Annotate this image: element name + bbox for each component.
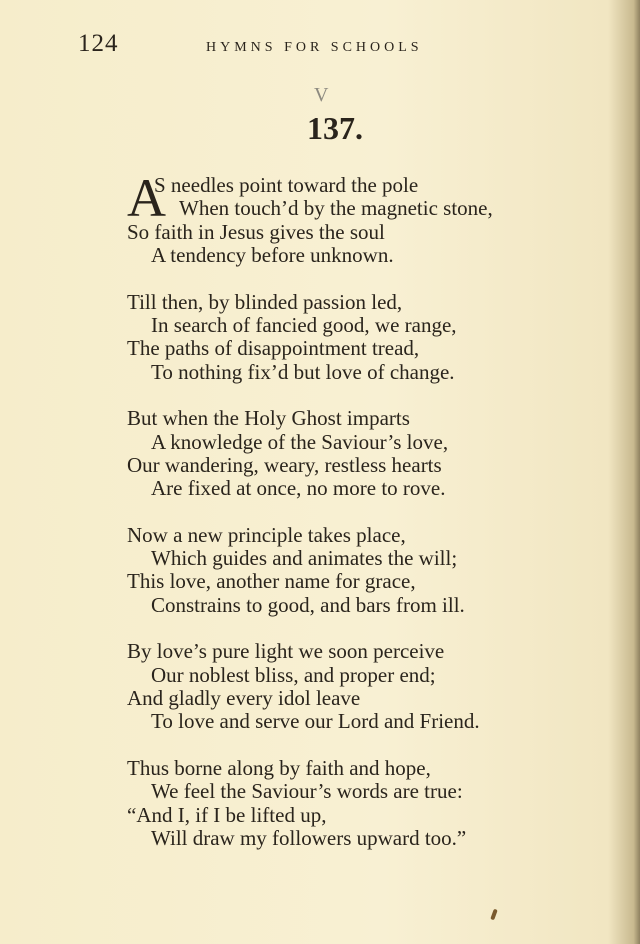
verse-line: And gladly every idol leave: [127, 686, 361, 711]
stanza-6: [127, 757, 607, 851]
verse-line: In search of fancied good, we range,: [151, 312, 457, 337]
pencil-mark: V: [314, 84, 329, 106]
verse-line: This love, another name for grace,: [127, 569, 416, 594]
running-head: HYMNS FOR SCHOOLS: [206, 40, 423, 55]
verse-line: Till then, by blinded passion led,: [127, 289, 403, 314]
page-number: 124: [78, 30, 119, 57]
verse-line: A tendency before unknown.: [151, 243, 394, 268]
verse-line: To nothing fix’d but love of change.: [151, 359, 455, 384]
verse-line: The paths of disappointment tread,: [127, 336, 420, 361]
verse-line: Our noblest bliss, and proper end;: [151, 662, 436, 687]
verse-line: But when the Holy Ghost imparts: [127, 406, 410, 431]
drop-cap: A: [127, 168, 166, 228]
verse-line: Thus borne along by faith and hope,: [127, 755, 431, 780]
verse-line: Our wandering, weary, restless hearts: [127, 452, 442, 477]
verse-line: So faith in Jesus gives the soul: [127, 219, 385, 244]
stanza-3: [127, 407, 607, 501]
paper-blemish: [490, 909, 498, 921]
stanza-1: [127, 168, 607, 268]
hymn-text: [127, 168, 607, 873]
verse-line: Are fixed at once, no more to rove.: [151, 476, 446, 501]
verse-line-text: S needles point toward the pole: [154, 173, 419, 197]
verse-line: To love and serve our Lord and Friend.: [151, 709, 480, 734]
stanza-4: [127, 524, 607, 618]
verse-line: Which guides and animates the will;: [151, 546, 458, 571]
verse-line: Will draw my followers upward too.”: [151, 825, 467, 850]
stanza-2: [127, 291, 607, 385]
verse-line: By love’s pure light we soon perceive: [127, 639, 445, 664]
verse-line: A knowledge of the Saviour’s love,: [151, 429, 449, 454]
verse-line: “And I, if I be lifted up,: [127, 802, 327, 827]
hymn-number: 137.: [307, 110, 363, 146]
verse-line: When touch’d by the magnetic stone,: [179, 196, 493, 221]
verse-line: Constrains to good, and bars from ill.: [151, 592, 465, 617]
stanza-5: [127, 640, 607, 734]
verse-line: We feel the Saviour’s words are true:: [151, 779, 463, 804]
verse-line: Now a new principle takes place,: [127, 522, 406, 547]
